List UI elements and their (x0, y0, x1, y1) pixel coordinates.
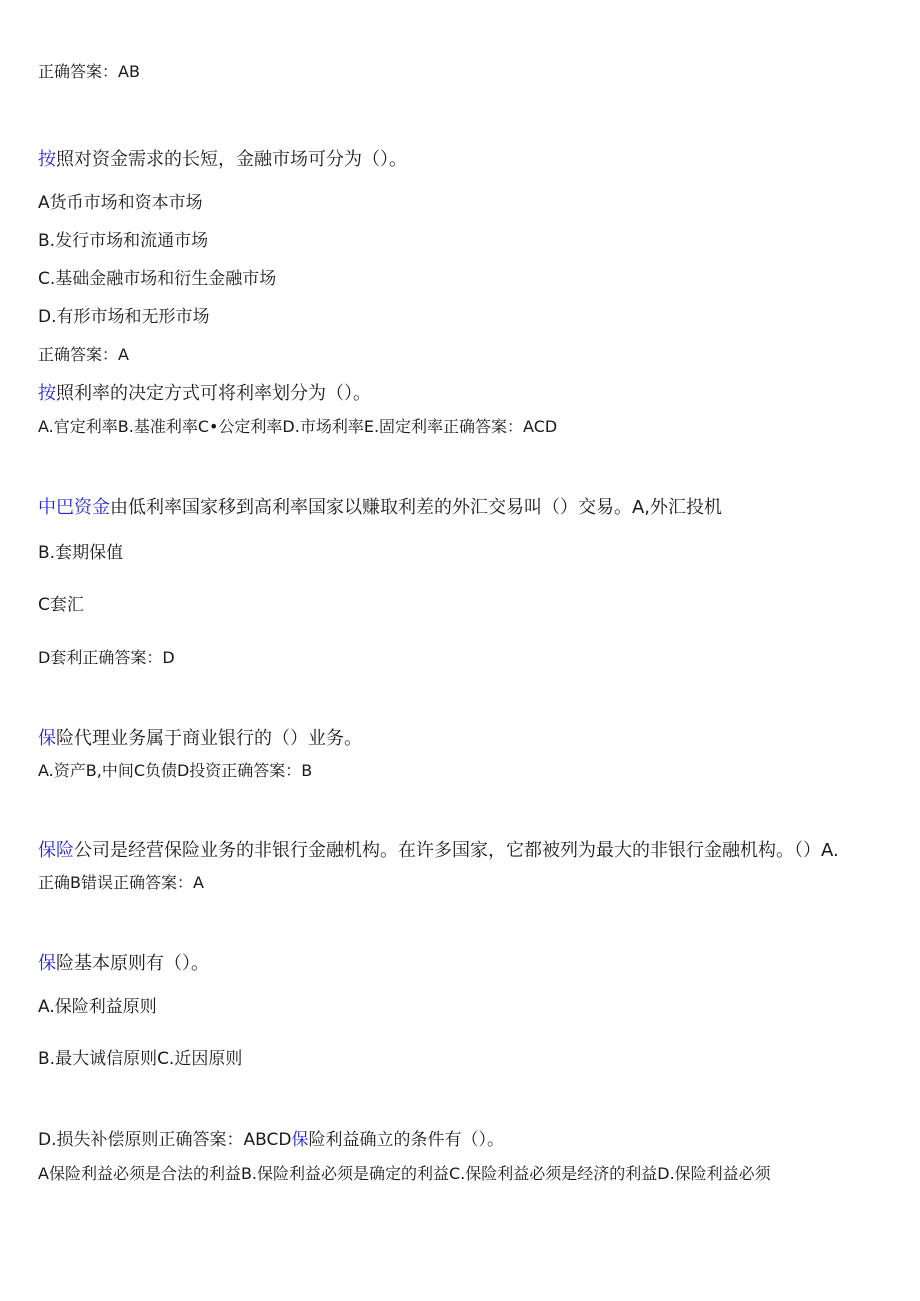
option-b: B.套期保值 (38, 543, 124, 563)
question-text: 由低利率国家移到高利率国家以赚取利差的外汇交易叫（）交易。A,外汇投机 (110, 497, 723, 518)
option-d: D.有形市场和无形市场 (38, 307, 210, 327)
question-title (38, 497, 722, 519)
option-a: A货币市场和资本市场 (38, 193, 203, 213)
options-line: A保险利益必须是合法的利益B.保险利益必须是确定的利益C.保险利益必须是经济的利益D.保险利益必须 (38, 1164, 771, 1183)
answer-line: 正确B错误正确答案：A (38, 873, 204, 892)
highlighted-text: 保 (38, 953, 56, 974)
highlighted-text: 保 (291, 1130, 309, 1150)
question-text: 险代理业务属于商业银行的（）业务。 (56, 728, 362, 749)
question-text: 险利益确立的条件有（）。 (308, 1130, 504, 1150)
highlighted-text: 保险 (38, 840, 74, 861)
option-a: A.保险利益原则 (38, 997, 157, 1017)
highlighted-text: 保 (38, 728, 56, 749)
question-title (38, 953, 209, 975)
highlighted-text: 按 (38, 383, 56, 404)
option-c: C.基础金融市场和衍生金融市场 (38, 269, 277, 289)
answer-line: 正确答案：AB (38, 62, 140, 81)
question-text: 险基本原则有（）。 (56, 953, 209, 974)
highlighted-text: 中巴资金 (38, 497, 110, 518)
question-title (38, 728, 362, 750)
question-title (38, 149, 407, 171)
question-title (38, 840, 839, 862)
option-d-answer: D套利正确答案：D (38, 648, 175, 667)
options-line: A.资产B,中间C负债D投资正确答案：B (38, 761, 313, 780)
options-line: A.官定利率B.基准利率C•公定利率D.市场利率E.固定利率正确答案：ACD (38, 417, 558, 436)
question-title (38, 1130, 504, 1150)
answer-line: 正确答案：A (38, 345, 129, 364)
option-c: C套汇 (38, 595, 84, 615)
question-text: 照利率的决定方式可将利率划分为（）。 (56, 383, 371, 404)
option-bc: B.最大诚信原则C.近因原则 (38, 1049, 243, 1069)
question-text: 公司是经营保险业务的非银行金融机构。在许多国家，它都被列为最大的非银行金融机构。（）A. (74, 840, 839, 861)
question-text: 照对资金需求的长短，金融市场可分为（）。 (56, 149, 407, 170)
option-d-answer: D.损失补偿原则正确答案：ABCD (38, 1130, 292, 1150)
highlighted-text: 按 (38, 149, 56, 170)
option-b: B.发行市场和流通市场 (38, 231, 209, 251)
question-title (38, 383, 371, 405)
